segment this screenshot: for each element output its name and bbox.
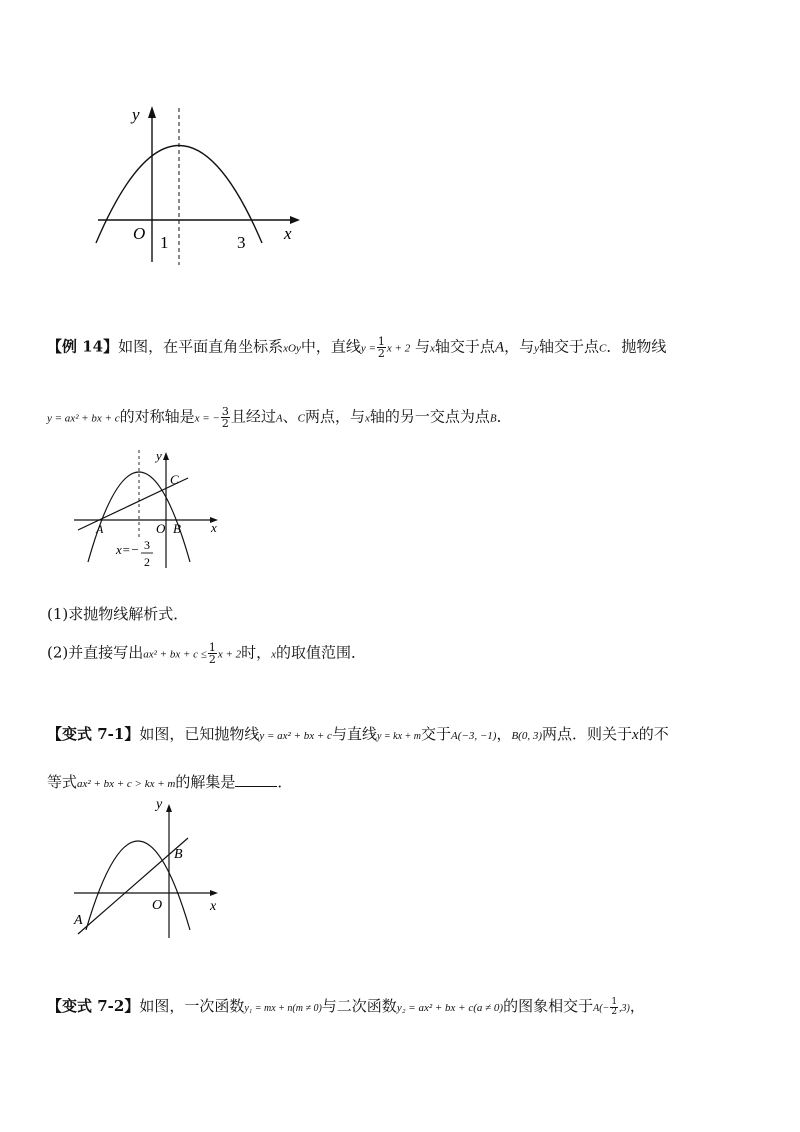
math-line: y = kx + m bbox=[376, 731, 422, 742]
math: x bbox=[364, 412, 370, 425]
graph-parabola-1 bbox=[90, 100, 310, 270]
text: 的取值范围． bbox=[276, 643, 367, 662]
denominator: 2 bbox=[377, 347, 385, 360]
math-y2: y₂ = ax² + bx + c bbox=[396, 1002, 474, 1014]
text: 的不 bbox=[638, 725, 669, 743]
math: x bbox=[430, 342, 435, 355]
point-c-label: C bbox=[170, 472, 179, 487]
text: 轴交于点 bbox=[434, 337, 495, 356]
text: 如图，在平面直角坐标系 bbox=[118, 337, 284, 356]
denominator: 2 bbox=[208, 653, 216, 666]
point-b: B bbox=[489, 412, 497, 425]
line-ab bbox=[78, 838, 188, 934]
symmetry-num: 3 bbox=[144, 538, 150, 552]
point-b-label: B bbox=[174, 847, 183, 862]
denominator: 2 bbox=[611, 1006, 618, 1017]
point-a: A bbox=[275, 412, 283, 425]
math: y = bbox=[360, 342, 376, 355]
text: ． bbox=[277, 773, 293, 791]
y-label: y bbox=[156, 797, 163, 812]
x-axis-arrow-icon bbox=[210, 890, 218, 896]
y-label: y bbox=[132, 105, 140, 124]
fraction-half bbox=[377, 336, 386, 359]
variant-7-2-tag: 【变式 7-2】 bbox=[47, 997, 140, 1015]
y-axis-arrow-icon bbox=[166, 804, 172, 812]
variant-7-1-line-1 bbox=[47, 724, 669, 747]
math-parabola: y = ax² + bx + c bbox=[47, 412, 120, 425]
math: x + 2 bbox=[217, 648, 242, 661]
tick-1-label: 1 bbox=[160, 233, 169, 252]
text: 中，直线 bbox=[300, 337, 361, 356]
fraction-half bbox=[610, 998, 618, 1017]
text: 轴交于点 bbox=[539, 337, 600, 356]
x-label: x bbox=[284, 224, 292, 243]
y-axis-arrow-icon bbox=[163, 452, 169, 460]
numerator: 1 bbox=[377, 335, 385, 348]
text: 等式 bbox=[47, 773, 78, 791]
text: 的图象相交于 bbox=[503, 997, 594, 1015]
math: x bbox=[632, 727, 639, 743]
math-parabola: y = ax² + bx + c bbox=[259, 730, 332, 742]
tick-3-label: 3 bbox=[237, 233, 246, 252]
text: 轴的另一交点为点 bbox=[369, 407, 490, 426]
variant-7-1-tag: 【变式 7-1】 bbox=[47, 725, 140, 743]
numerator: 1 bbox=[208, 641, 216, 654]
graph-parabola-line-3 bbox=[70, 790, 230, 940]
text: ，与 bbox=[504, 337, 535, 356]
text: 与 bbox=[415, 337, 431, 356]
y-axis-arrow-icon bbox=[148, 106, 156, 118]
example-14-line-2 bbox=[47, 406, 512, 429]
point-b-label: B bbox=[173, 521, 181, 536]
denominator: 2 bbox=[221, 417, 229, 430]
text: (2)并直接写出 bbox=[47, 643, 144, 662]
math-y1: y₁ = mx + n(m ≠ 0) bbox=[244, 1003, 322, 1014]
symmetry-den: 2 bbox=[144, 555, 150, 569]
math: x bbox=[271, 648, 277, 661]
numerator: 1 bbox=[611, 996, 618, 1007]
numerator: 3 bbox=[221, 405, 229, 418]
text: 的解集是 bbox=[175, 773, 236, 791]
text: 、 bbox=[282, 407, 298, 426]
text: ．抛物线 bbox=[606, 337, 667, 356]
text: 两点．则关于 bbox=[542, 725, 633, 743]
fraction-three-halves bbox=[221, 406, 230, 429]
math-condition: (a ≠ 0) bbox=[473, 1002, 504, 1014]
y-label: y bbox=[156, 450, 162, 463]
text: 的对称轴是 bbox=[119, 407, 195, 426]
origin-label: O bbox=[133, 224, 146, 243]
text: ， bbox=[629, 997, 645, 1015]
text: 与二次函数 bbox=[321, 997, 397, 1015]
symmetry-label: x=− bbox=[116, 542, 140, 557]
text: 且经过 bbox=[230, 407, 276, 426]
text: 与直线 bbox=[331, 725, 377, 743]
x-label: x bbox=[211, 520, 217, 535]
math-xoy: xOy bbox=[283, 342, 301, 355]
math: x + 2 bbox=[386, 342, 411, 355]
text: ． bbox=[496, 407, 512, 426]
text: 时， bbox=[241, 643, 272, 662]
point-c: C bbox=[599, 342, 607, 355]
text: 如图，已知抛物线 bbox=[139, 725, 260, 743]
point-a: A bbox=[494, 339, 505, 356]
point-c: C bbox=[297, 412, 305, 425]
variant-7-2-line-1 bbox=[47, 996, 645, 1019]
point-a: A(−3, −1) bbox=[451, 730, 497, 742]
text: 交于 bbox=[421, 725, 452, 743]
question-1: (1)求抛物线解析式． bbox=[47, 605, 189, 623]
x-axis-arrow-icon bbox=[290, 216, 300, 224]
origin-label: O bbox=[156, 521, 166, 536]
math-inequality: ax² + bx + c > kx + m bbox=[77, 778, 176, 790]
answer-blank[interactable] bbox=[235, 772, 277, 787]
point-a-label: A bbox=[96, 522, 104, 536]
x-label: x bbox=[210, 899, 217, 914]
text: 两点，与 bbox=[304, 407, 365, 426]
fraction-half bbox=[208, 642, 217, 665]
math: A(− bbox=[593, 1003, 610, 1014]
example-14-tag: 【例 14】 bbox=[47, 337, 119, 356]
math: ,3) bbox=[619, 1003, 630, 1014]
math: y bbox=[534, 342, 540, 355]
math: ax² + bx + c ≤ bbox=[143, 648, 207, 661]
point-a-label: A bbox=[74, 913, 83, 928]
graph-parabola-line-2 bbox=[70, 450, 230, 575]
example-14-line-1 bbox=[47, 336, 666, 359]
question-2 bbox=[47, 642, 366, 665]
point-b: B(0, 3) bbox=[511, 730, 542, 742]
text: 如图，一次函数 bbox=[139, 997, 245, 1015]
math: x = − bbox=[194, 412, 220, 425]
origin-label: O bbox=[152, 898, 163, 913]
text: ， bbox=[496, 725, 512, 743]
